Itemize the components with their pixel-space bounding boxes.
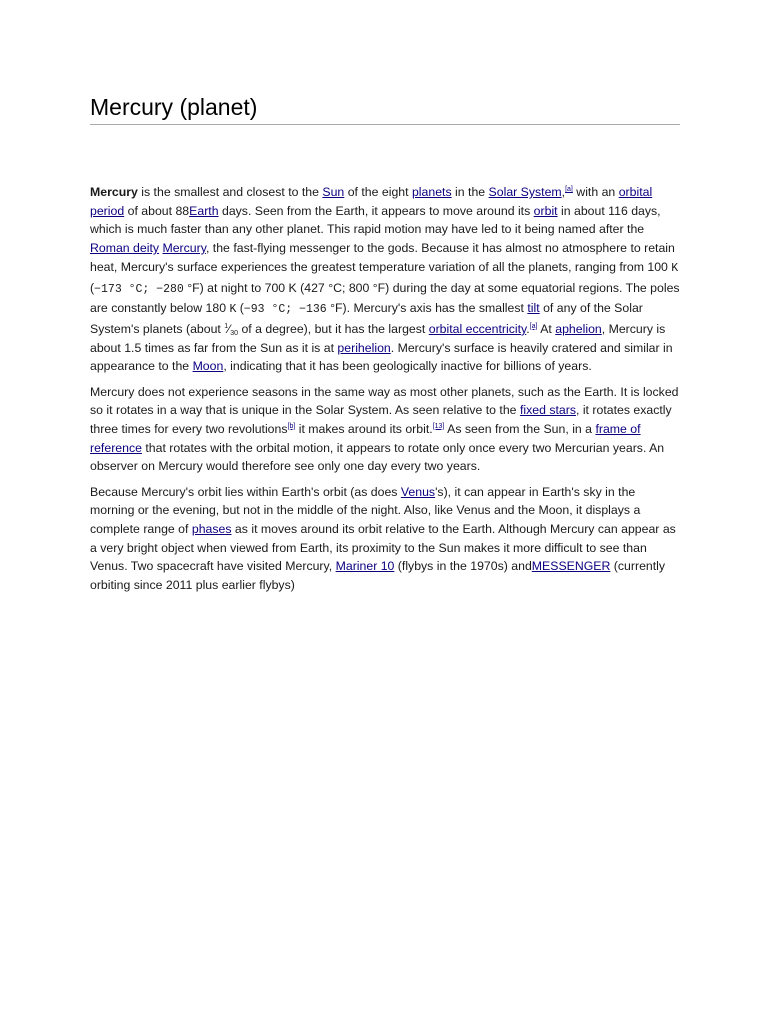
text: with an xyxy=(572,185,619,199)
footnote-ref-a-2[interactable]: [a] xyxy=(529,322,538,330)
paragraph-intro xyxy=(90,183,680,376)
text: , indicating that it has been geologically inactive for billions of years. xyxy=(223,359,592,374)
unit-kelvin: K xyxy=(671,261,679,275)
text: °F). Mercury's axis has the smallest xyxy=(326,301,528,316)
link-frame-of-reference[interactable]: frame of reference xyxy=(90,421,641,455)
link-perihelion[interactable]: perihelion xyxy=(337,340,391,355)
footnote-ref-b[interactable]: [b] xyxy=(287,422,296,430)
link-earth[interactable]: Earth xyxy=(189,203,219,218)
link-moon[interactable]: Moon xyxy=(192,359,224,374)
temperature-value: −93 °C; −136 xyxy=(243,303,327,317)
page-title: Mercury (planet) xyxy=(90,92,680,125)
paragraph-rotation xyxy=(90,383,680,477)
link-mariner-10[interactable]: Mariner 10 xyxy=(335,559,395,574)
paragraph-visibility xyxy=(90,483,680,595)
link-fixed-stars[interactable]: fixed stars xyxy=(519,403,576,418)
link-solar-system[interactable]: Solar System xyxy=(488,185,562,199)
text: . Mercury's surface is heavily cratered and similar in appearance to the xyxy=(90,340,673,374)
text: in the xyxy=(451,185,489,199)
text: As seen from the Sun, in a xyxy=(444,421,596,436)
link-tilt[interactable]: tilt xyxy=(527,301,540,316)
fraction: $^1⁄_{30}$ xyxy=(224,321,239,337)
temperature-value: −173 °C; −280 xyxy=(94,282,184,296)
text: , the fast-flying messenger to the gods. Because it has almost no atmosphere to retain heat, Mercury's surface experiences the greatest temperature variation of all the planets, ranging from 100 xyxy=(90,241,675,274)
text: , xyxy=(561,185,566,199)
text: is the smallest and closest to the xyxy=(137,185,323,199)
text: as it moves around its orbit relative to the Earth. Although Mercury can appear as a very bright object when viewed from Earth, its proximity to the Sun makes it more difficult to see than Venus. Two spacecraft have visited Mercury, xyxy=(90,521,676,574)
text: At xyxy=(537,321,556,336)
text: (currently orbiting since 2011 plus earlier flybys) xyxy=(90,559,666,593)
article xyxy=(90,92,680,601)
footnote-ref-13[interactable]: [13] xyxy=(432,422,445,430)
unit-kelvin: K xyxy=(229,303,237,317)
link-orbital-period[interactable]: orbital period xyxy=(90,185,653,218)
text: Mercury does not experience seasons in the same way as most other planets, such as the Earth. It is locked so it rotates in a way that is unique in the Solar System. As seen relative to the xyxy=(90,384,679,418)
text: °F) at night to 700 K (427 °C; 800 °F) during the day at some equatorial regions. The poles are constantly below 180 xyxy=(90,280,680,316)
link-phases[interactable]: phases xyxy=(191,521,232,536)
link-sun[interactable]: Sun xyxy=(322,185,345,199)
link-planets[interactable]: planets xyxy=(411,185,452,199)
link-orbit[interactable]: orbit xyxy=(533,203,558,218)
link-aphelion[interactable]: aphelion xyxy=(555,321,602,336)
link-mercury-mythology[interactable]: Mercury xyxy=(162,241,206,256)
text: 's), it can appear in Earth's sky in the morning or the evening, but not in the middle of the night. Also, like Venus and the Moon, it displays a complete range of xyxy=(90,484,641,536)
text: days. Seen from the Earth, it appears to move around its xyxy=(218,203,534,218)
text: it makes around its orbit. xyxy=(295,421,433,436)
link-messenger[interactable]: MESSENGER xyxy=(531,559,611,574)
link-venus[interactable]: Venus xyxy=(400,484,436,499)
footnote-ref-a[interactable]: [a] xyxy=(565,186,573,193)
article-body xyxy=(90,183,680,595)
text: . xyxy=(526,321,530,336)
text: that rotates with the orbital motion, it appears to rotate only once every two Mercurian years. An observer on Mercury would therefore see only one day every two years. xyxy=(90,440,665,474)
text: , Mercury is about 1.5 times as far from the Sun as it is at xyxy=(90,321,666,355)
text: of any of the Solar System's planets (about xyxy=(90,301,643,336)
text: of the eight xyxy=(344,185,412,199)
text: in about 116 days, which is much faster than any other planet. This rapid motion may have led to it being named after the xyxy=(90,203,661,237)
bold-term: Mercury xyxy=(90,185,138,199)
text: of a degree), but it has the largest xyxy=(238,321,429,336)
link-orbital-eccentricity[interactable]: orbital eccentricity xyxy=(428,321,527,336)
text: ( xyxy=(236,301,244,316)
link-roman-deity[interactable]: Roman deity xyxy=(90,241,160,256)
text: of about 88 xyxy=(124,203,190,218)
text: ( xyxy=(90,280,95,295)
text: (flybys in the 1970s) and xyxy=(394,559,532,574)
text: Because Mercury's orbit lies within Earth's orbit (as does xyxy=(90,484,401,499)
text: , it rotates exactly three times for every two revolutions xyxy=(90,403,672,436)
